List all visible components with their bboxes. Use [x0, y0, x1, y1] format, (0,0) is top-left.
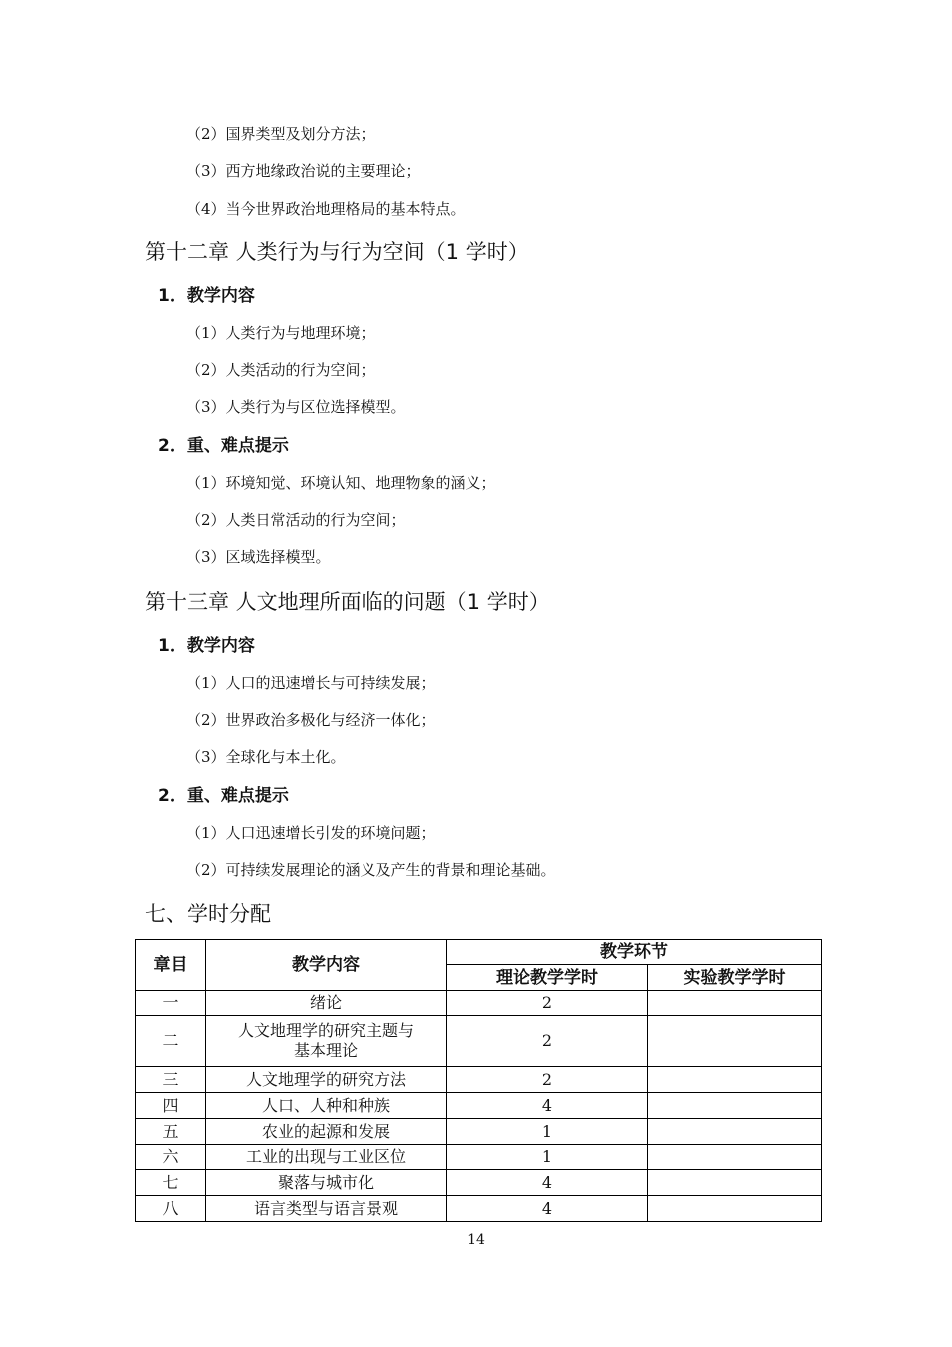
- chapter-13-title: 第十三章 人文地理所面临的问题（1 学时）: [145, 590, 550, 614]
- row-chapter: 二: [136, 1016, 206, 1067]
- row-theory: 2: [447, 1067, 648, 1093]
- table-row: [136, 1196, 822, 1222]
- section-7-title: 七、学时分配: [145, 902, 271, 926]
- row-chapter: 六: [136, 1145, 206, 1170]
- row-content: 聚落与城市化: [206, 1170, 447, 1196]
- header-chapter: 章目: [136, 940, 206, 991]
- page-number: 14: [467, 1232, 485, 1248]
- ch11-item-2: （2）国界类型及划分方法；: [186, 125, 376, 143]
- hours-allocation-table: [135, 939, 822, 1222]
- ch13-key-item-2: （2）可持续发展理论的涵义及产生的背景和理论基础。: [186, 861, 556, 879]
- header-lab-hours: 实验教学学时: [648, 965, 822, 991]
- ch13-key-heading: 2．重、难点提示: [158, 786, 289, 806]
- row-chapter: 三: [136, 1067, 206, 1093]
- ch12-key-item-2: （2）人类日常活动的行为空间；: [186, 511, 406, 529]
- row-chapter: 四: [136, 1093, 206, 1119]
- chapter-12-title: 第十二章 人类行为与行为空间（1 学时）: [145, 240, 529, 264]
- row-content: 绪论: [206, 991, 447, 1016]
- header-teaching-stage: 教学环节: [447, 940, 822, 965]
- row-content: [206, 1016, 447, 1067]
- row-lab: [648, 1170, 822, 1196]
- row-lab: [648, 1196, 822, 1222]
- row-content: 人文地理学的研究方法: [206, 1067, 447, 1093]
- row-lab: [648, 991, 822, 1016]
- ch13-content-item-2: （2）世界政治多极化与经济一体化；: [186, 711, 436, 729]
- row-theory: 4: [447, 1093, 648, 1119]
- table-row: [136, 1093, 822, 1119]
- header-theory-hours: 理论教学学时: [447, 965, 648, 991]
- ch12-key-heading: 2．重、难点提示: [158, 436, 289, 456]
- row-lab: [648, 1067, 822, 1093]
- row-lab: [648, 1119, 822, 1145]
- row-theory: 4: [447, 1196, 648, 1222]
- table-row: [136, 1145, 822, 1170]
- row-content: 人口、人种和种族: [206, 1093, 447, 1119]
- row-chapter: 八: [136, 1196, 206, 1222]
- ch13-content-heading: 1．教学内容: [158, 636, 255, 656]
- row-theory: 2: [447, 1016, 648, 1067]
- row-theory: 2: [447, 991, 648, 1016]
- ch12-content-item-2: （2）人类活动的行为空间；: [186, 361, 376, 379]
- row-lab: [648, 1093, 822, 1119]
- row-theory: 1: [447, 1119, 648, 1145]
- row-chapter: 一: [136, 991, 206, 1016]
- ch11-item-4: （4）当今世界政治地理格局的基本特点。: [186, 200, 466, 218]
- row-content: 工业的出现与工业区位: [206, 1145, 447, 1170]
- row-lab: [648, 1016, 822, 1067]
- row-content: 语言类型与语言景观: [206, 1196, 447, 1222]
- ch12-key-item-1: （1）环境知觉、环境认知、地理物象的涵义；: [186, 474, 496, 492]
- header-content: 教学内容: [206, 940, 447, 991]
- row-content-line-1: 人文地理学的研究主题与: [237, 1021, 414, 1040]
- table-row: [136, 1016, 822, 1067]
- row-chapter: 五: [136, 1119, 206, 1145]
- table-row: [136, 1119, 822, 1145]
- ch13-content-item-1: （1）人口的迅速增长与可持续发展；: [186, 674, 436, 692]
- row-lab: [648, 1145, 822, 1170]
- ch12-key-item-3: （3）区域选择模型。: [186, 548, 331, 566]
- row-theory: 4: [447, 1170, 648, 1196]
- ch13-key-item-1: （1）人口迅速增长引发的环境问题；: [186, 824, 436, 842]
- ch12-content-heading: 1．教学内容: [158, 286, 255, 306]
- ch12-content-item-1: （1）人类行为与地理环境；: [186, 324, 376, 342]
- row-content: 农业的起源和发展: [206, 1119, 447, 1145]
- table-row: [136, 1170, 822, 1196]
- ch13-content-item-3: （3）全球化与本土化。: [186, 748, 346, 766]
- ch12-content-item-3: （3）人类行为与区位选择模型。: [186, 398, 406, 416]
- table-row: [136, 1067, 822, 1093]
- row-chapter: 七: [136, 1170, 206, 1196]
- row-theory: 1: [447, 1145, 648, 1170]
- ch11-item-3: （3）西方地缘政治说的主要理论；: [186, 162, 421, 180]
- table-row: [136, 991, 822, 1016]
- row-content-line-2: 基本理论: [293, 1041, 358, 1060]
